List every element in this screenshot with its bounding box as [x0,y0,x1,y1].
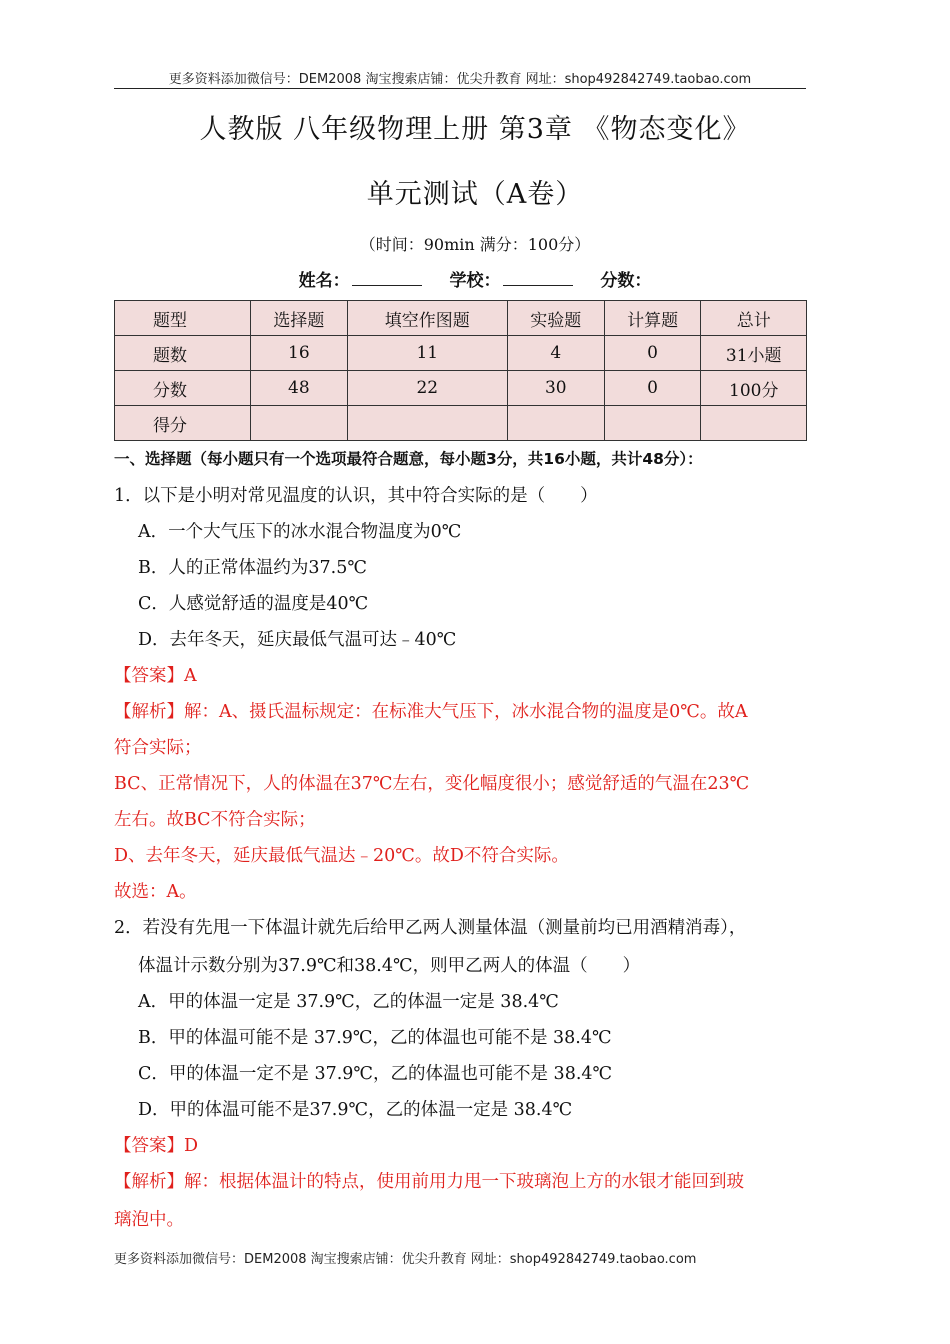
score-table [114,300,807,441]
question-2-analysis-line: 璃泡中。 [114,1210,184,1230]
question-1-answer [114,662,197,687]
question-2-answer [114,1132,198,1157]
exam-meta: （时间：90min 满分：100分） [359,235,591,254]
question-1-analysis-line: D、去年冬天，延庆最低气温达﹣20℃。故D不符合实际。 [114,846,569,866]
table-cell: 4 [507,336,604,371]
question-2-option-b: B．甲的体温可能不是 37.9℃，乙的体温也可能不是 38.4℃ [138,1028,612,1048]
header-divider [114,88,806,89]
question-1-analysis-line: 左右。故BC不符合实际； [114,810,316,830]
document-title: 人教版 八年级物理上册 第3章 《物态变化》 [199,114,751,145]
analysis-label: 【解析】 [114,1172,184,1192]
table-cell [347,406,507,441]
question-1-option-d: D．去年冬天，延庆最低气温可达﹣40℃ [138,630,457,650]
table-cell [701,406,807,441]
question-1-option-a: A．一个大气压下的冰水混合物温度为0℃ [138,522,462,542]
table-row [115,336,807,371]
table-cell: 分数 [115,371,251,406]
table-header-cell: 计算题 [604,301,701,336]
table-cell [250,406,347,441]
table-header-cell: 选择题 [250,301,347,336]
table-cell: 题数 [115,336,251,371]
section-heading: 一、选择题（每小题只有一个选项最符合题意，每小题3分，共16小题，共计48分）： [114,450,703,468]
table-cell: 22 [347,371,507,406]
table-header-cell: 总计 [701,301,807,336]
question-1-analysis-line: 故选：A。 [114,882,197,902]
table-cell: 0 [604,371,701,406]
table-cell [507,406,604,441]
table-cell: 48 [250,371,347,406]
student-info-line [0,266,950,291]
name-blank [352,269,422,286]
table-cell: 16 [250,336,347,371]
table-cell: 0 [604,336,701,371]
question-1-option-c: C．人感觉舒适的温度是40℃ [138,594,369,614]
table-row [115,406,807,441]
answer-value: D [184,1136,199,1156]
question-1-option-b: B．人的正常体温约为37.5℃ [138,558,367,578]
name-label: 姓名： [298,271,350,291]
question-2-stem: 2．若没有先甩一下体温计就先后给甲乙两人测量体温（测量前均已用酒精消毒）， [114,918,747,938]
answer-label: 【答案】 [114,1136,184,1156]
analysis-text: 解：根据体温计的特点，使用前用力甩一下玻璃泡上方的水银才能回到玻 [184,1172,744,1192]
table-header-row [115,301,807,336]
document-subtitle: 单元测试（A卷） [366,179,584,210]
table-header-cell: 题型 [115,301,251,336]
answer-label: 【答案】 [114,666,184,686]
question-1-analysis-line: 符合实际； [114,738,202,758]
table-cell: 31小题 [701,336,807,371]
school-label: 学校： [449,271,501,291]
question-2-stem-line: 体温计示数分别为37.9℃和38.4℃，则甲乙两人的体温（ ） [138,956,641,976]
table-cell: 100分 [701,371,807,406]
page-header: 更多资料添加微信号：DEM2008 淘宝搜索店铺：优尖升教育 网址：shop492842749.taobao.com [168,72,752,87]
table-header-cell: 实验题 [507,301,604,336]
question-1-stem: 1．以下是小明对常见温度的认识，其中符合实际的是（ ） [114,486,598,506]
question-1-analysis [114,698,747,723]
question-2-option-c: C．甲的体温一定不是 37.9℃，乙的体温也可能不是 38.4℃ [138,1064,613,1084]
score-label: 分数： [600,271,652,291]
answer-value: A [184,666,197,686]
table-row [115,371,807,406]
question-2-option-d: D．甲的体温可能不是37.9℃，乙的体温一定是 38.4℃ [138,1100,573,1120]
question-2-analysis [114,1168,744,1193]
table-cell: 11 [347,336,507,371]
table-cell: 30 [507,371,604,406]
question-1-analysis-line: BC、正常情况下，人的体温在37℃左右，变化幅度很小；感觉舒适的气温在23℃ [114,774,750,794]
question-2-option-a: A．甲的体温一定是 37.9℃，乙的体温一定是 38.4℃ [138,992,559,1012]
analysis-text: 解：A、摄氏温标规定：在标准大气压下，冰水混合物的温度是0℃。故A [184,702,748,722]
page-footer: 更多资料添加微信号：DEM2008 淘宝搜索店铺：优尖升教育 网址：shop492842749.taobao.com [114,1252,697,1267]
table-cell: 得分 [115,406,251,441]
school-blank [503,269,573,286]
table-header-cell: 填空作图题 [347,301,507,336]
analysis-label: 【解析】 [114,702,184,722]
table-cell [604,406,701,441]
